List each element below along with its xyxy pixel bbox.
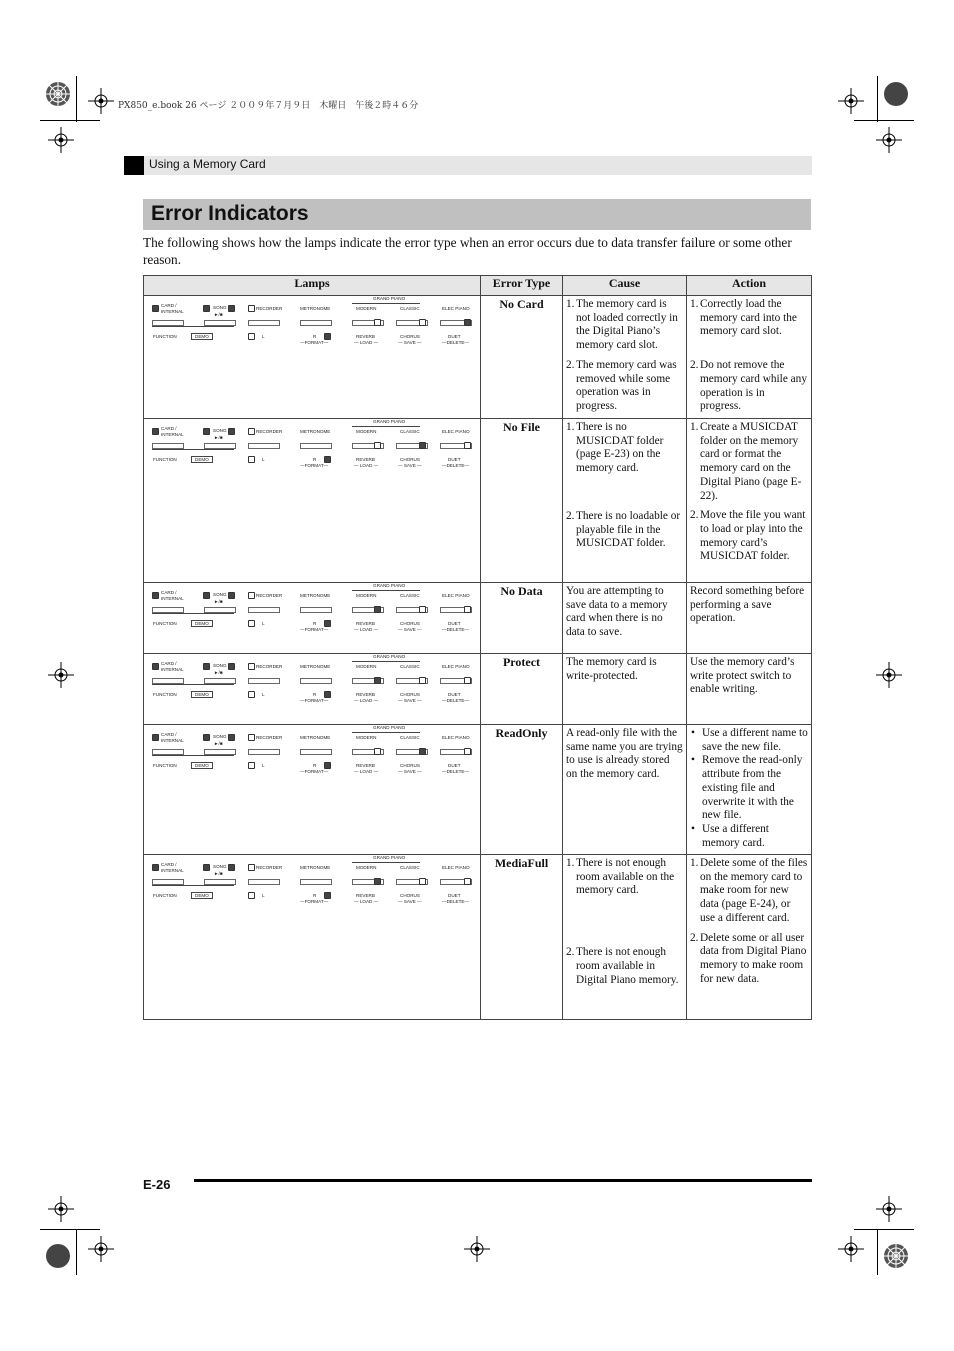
action-cell: Record something before performing a save operation. [687,583,812,654]
error-type: No Data [481,583,563,654]
delete-label: —DELETE— [442,627,470,632]
l-lamp [248,691,255,698]
print-header: PX850_e.book 26 ページ ２００９年７月９日 木曜日 午後２時４６分 [118,101,419,111]
r-lamp [324,691,331,698]
crosshair-mark [464,1236,490,1262]
cause-cell: The memory card is write-protected. [563,654,687,725]
table-row [144,654,812,725]
recorder-lamp [248,305,255,312]
panel-button [248,749,280,755]
format-label: —FORMAT— [300,769,329,774]
l-label: L [262,457,265,462]
chorus-label: CHORUS [400,763,420,768]
modern-lamp [374,442,381,449]
recorder-lamp [248,864,255,871]
panel-button [300,607,332,613]
duet-label: DUET [448,334,461,339]
recorder-label: RECORDER [256,429,283,434]
function-label: FUNCTION [153,893,177,898]
recorder-label: RECORDER [256,664,283,669]
song-lamp-a [203,734,210,741]
duet-label: DUET [448,457,461,462]
card-lamp [152,592,159,599]
r-label: R [313,621,317,626]
crop-line [877,1229,878,1275]
classic-label: CLASSIC [400,306,420,311]
chorus-label: CHORUS [400,893,420,898]
internal-label: INTERNAL [161,432,184,437]
play-stop-label: ►/■ [214,312,223,317]
song-label: SONG [213,663,227,668]
lamp-panel [144,855,480,911]
song-label: SONG [213,305,227,310]
table-row [144,296,812,419]
function-label: FUNCTION [153,334,177,339]
metronome-label: METRONOME [300,593,331,598]
error-indicator-table [143,275,812,1020]
function-label: FUNCTION [153,692,177,697]
recorder-label: RECORDER [256,306,283,311]
card-lamp [152,734,159,741]
delete-label: —DELETE— [442,769,470,774]
classic-lamp [419,442,426,449]
function-label: FUNCTION [153,763,177,768]
error-type: Protect [481,654,563,725]
save-label: — SAVE — [398,698,422,703]
function-bracket [152,885,234,886]
section-header [124,156,812,175]
table-row [144,419,812,583]
elec-piano-label: ELEC PIANO [442,735,470,740]
header-cause: Cause [563,276,687,296]
metronome-label: METRONOME [300,429,331,434]
lamp-panel [144,654,480,710]
grand-piano-label: GRAND PIANO [373,855,406,860]
card-label: CARD / [161,426,177,431]
list-item: • Use a different name to save the new file. [702,727,808,754]
elec-piano-lamp [464,878,471,885]
metronome-label: METRONOME [300,865,331,870]
song-lamp-a [203,663,210,670]
modern-lamp [374,748,381,755]
lamp-panel [144,583,480,639]
l-label: L [262,692,265,697]
duet-label: DUET [448,621,461,626]
play-stop-label: ►/■ [214,435,223,440]
panel-button [248,678,280,684]
footer-rule [194,1179,812,1182]
registration-mark-bottom-right [880,1240,912,1272]
modern-lamp [374,319,381,326]
song-lamp-b [228,305,235,312]
song-lamp-b [228,663,235,670]
duet-label: DUET [448,692,461,697]
grand-piano-bracket [352,661,420,662]
song-lamp-b [228,428,235,435]
song-lamp-b [228,864,235,871]
modern-label: MODERN [356,664,377,669]
action-cell: 1. Correctly load the memory card into the memory card slot. 2. Do not remove the memory card while any operation is in progress. [687,296,812,419]
demo-label: DEMO [191,620,213,627]
r-label: R [313,457,317,462]
play-stop-label: ►/■ [214,871,223,876]
grand-piano-label: GRAND PIANO [373,654,406,659]
load-label: — LOAD — [354,899,379,904]
elec-piano-label: ELEC PIANO [442,664,470,669]
classic-label: CLASSIC [400,735,420,740]
title-bar [143,199,811,230]
chorus-label: CHORUS [400,334,420,339]
chorus-label: CHORUS [400,457,420,462]
panel-button [300,749,332,755]
load-label: — LOAD — [354,340,379,345]
reverb-label: REVERB [356,621,375,626]
error-type: No File [481,419,563,583]
intro-text: The following shows how the lamps indicate the error type when an error occurs due to data transfer failure or some other reason. [143,235,792,267]
header-action: Action [687,276,812,296]
grand-piano-bracket [352,590,420,591]
l-label: L [262,893,265,898]
elec-piano-lamp [464,748,471,755]
l-lamp [248,892,255,899]
classic-lamp [419,606,426,613]
header-lamps: Lamps [144,276,481,296]
crosshair-mark [838,88,864,114]
classic-label: CLASSIC [400,593,420,598]
table-row [144,855,812,1020]
r-lamp [324,456,331,463]
lamp-diagram-cell [144,654,481,725]
error-type: No Card [481,296,563,419]
page-title: Error Indicators [151,202,309,225]
song-label: SONG [213,428,227,433]
grand-piano-bracket [352,732,420,733]
function-label: FUNCTION [153,621,177,626]
format-label: —FORMAT— [300,340,329,345]
song-lamp-a [203,864,210,871]
classic-label: CLASSIC [400,664,420,669]
song-lamp-b [228,734,235,741]
song-label: SONG [213,734,227,739]
elec-piano-lamp [464,606,471,613]
crop-line [854,120,914,121]
load-label: — LOAD — [354,627,379,632]
modern-label: MODERN [356,429,377,434]
registration-mark-bottom-left [42,1240,74,1272]
save-label: — SAVE — [398,627,422,632]
modern-lamp [374,677,381,684]
action-cell: 1. Delete some of the files on the memory card to make room for new data (page E-24), or use a different card. 2. Delete some or all user data from Digital Piano memory to make room for new data. [687,855,812,1020]
l-lamp [248,333,255,340]
save-label: — SAVE — [398,769,422,774]
r-label: R [313,763,317,768]
lamp-diagram-cell [144,419,481,583]
panel-button [248,443,280,449]
list-item: • Use a different memory card. [702,823,808,850]
load-label: — LOAD — [354,769,379,774]
reverb-label: REVERB [356,457,375,462]
r-lamp [324,620,331,627]
format-label: —FORMAT— [300,627,329,632]
cause-cell: You are attempting to save data to a memory card when there is no data to save. [563,583,687,654]
registration-mark-top-left [42,78,74,110]
recorder-lamp [248,592,255,599]
r-lamp [324,762,331,769]
card-lamp [152,305,159,312]
elec-piano-label: ELEC PIANO [442,306,470,311]
panel-button [248,320,280,326]
modern-label: MODERN [356,593,377,598]
table-row [144,583,812,654]
classic-lamp [419,878,426,885]
song-lamp-a [203,592,210,599]
registration-mark-top-right [880,78,912,110]
grand-piano-label: GRAND PIANO [373,725,406,730]
internal-label: INTERNAL [161,309,184,314]
classic-lamp [419,748,426,755]
crosshair-mark [876,662,902,688]
function-bracket [152,326,234,327]
format-label: —FORMAT— [300,899,329,904]
table-header-row [144,276,812,296]
error-type: MediaFull [481,855,563,1020]
save-label: — SAVE — [398,463,422,468]
duet-label: DUET [448,763,461,768]
modern-lamp [374,606,381,613]
r-label: R [313,692,317,697]
reverb-label: REVERB [356,692,375,697]
r-label: R [313,893,317,898]
elec-piano-label: ELEC PIANO [442,429,470,434]
header-error-type: Error Type [481,276,563,296]
modern-lamp [374,878,381,885]
demo-label: DEMO [191,762,213,769]
crop-line [877,76,878,122]
recorder-lamp [248,428,255,435]
cause-cell: 1. The memory card is not loaded correctly in the Digital Piano’s memory card slot. 2. The memory card was removed while some operation was in progress. [563,296,687,419]
duet-label: DUET [448,893,461,898]
l-label: L [262,334,265,339]
page-number: E-26 [143,1177,171,1192]
save-label: — SAVE — [398,340,422,345]
save-label: — SAVE — [398,899,422,904]
l-label: L [262,621,265,626]
song-lamp-b [228,592,235,599]
function-bracket [152,613,234,614]
play-stop-label: ►/■ [214,670,223,675]
lamp-diagram-cell [144,855,481,1020]
classic-label: CLASSIC [400,865,420,870]
delete-label: —DELETE— [442,340,470,345]
action-cell: Use the memory card’s write protect switch to enable writing. [687,654,812,725]
crosshair-mark [48,1196,74,1222]
r-lamp [324,892,331,899]
internal-label: INTERNAL [161,667,184,672]
panel-button [300,879,332,885]
metronome-label: METRONOME [300,735,331,740]
delete-label: —DELETE— [442,463,470,468]
grand-piano-label: GRAND PIANO [373,419,406,424]
delete-label: —DELETE— [442,899,470,904]
crosshair-mark [48,127,74,153]
crop-line [40,1229,100,1230]
panel-button [300,320,332,326]
reverb-label: REVERB [356,334,375,339]
play-stop-label: ►/■ [214,741,223,746]
crosshair-mark [88,1236,114,1262]
recorder-label: RECORDER [256,735,283,740]
classic-label: CLASSIC [400,429,420,434]
format-label: —FORMAT— [300,698,329,703]
function-label: FUNCTION [153,457,177,462]
crop-line [854,1229,914,1230]
function-bracket [152,684,234,685]
crop-line [76,1229,77,1275]
recorder-lamp [248,663,255,670]
grand-piano-bracket [352,303,420,304]
song-lamp-a [203,305,210,312]
panel-button [248,879,280,885]
card-lamp [152,864,159,871]
grand-piano-label: GRAND PIANO [373,583,406,588]
lamp-panel [144,296,480,352]
metronome-label: METRONOME [300,664,331,669]
grand-piano-label: GRAND PIANO [373,296,406,301]
r-lamp [324,333,331,340]
chorus-label: CHORUS [400,692,420,697]
recorder-lamp [248,734,255,741]
classic-lamp [419,677,426,684]
r-label: R [313,334,317,339]
metronome-label: METRONOME [300,306,331,311]
grand-piano-bracket [352,862,420,863]
recorder-label: RECORDER [256,865,283,870]
reverb-label: REVERB [356,763,375,768]
demo-label: DEMO [191,333,213,340]
cause-cell: 1. There is not enough room available on the memory card. 2. There is not enough room available in Digital Piano memory. [563,855,687,1020]
play-stop-label: ►/■ [214,599,223,604]
recorder-label: RECORDER [256,593,283,598]
elec-piano-lamp [464,442,471,449]
cause-cell: 1. There is no MUSICDAT folder (page E-23) on the memory card. 2. There is no loadable or playable file in the MUSICDAT folder. [563,419,687,583]
modern-label: MODERN [356,865,377,870]
crop-line [76,76,77,122]
card-lamp [152,428,159,435]
error-type: ReadOnly [481,725,563,855]
crosshair-mark [838,1236,864,1262]
chorus-label: CHORUS [400,621,420,626]
crosshair-mark [48,662,74,688]
lamp-diagram-cell [144,583,481,654]
action-cell [687,725,812,855]
section-title: Using a Memory Card [149,157,266,171]
cause-cell: A read-only file with the same name you are trying to use is already stored on the memory card. [563,725,687,855]
list-item: • Remove the read-only attribute from the existing file and overwrite it with the new file. [702,754,808,823]
crosshair-mark [88,88,114,114]
panel-button [300,443,332,449]
function-bracket [152,449,234,450]
l-lamp [248,620,255,627]
lamp-panel [144,419,480,475]
load-label: — LOAD — [354,698,379,703]
internal-label: INTERNAL [161,596,184,601]
lamp-diagram-cell [144,725,481,855]
delete-label: —DELETE— [442,698,470,703]
card-label: CARD / [161,303,177,308]
card-lamp [152,663,159,670]
card-label: CARD / [161,862,177,867]
l-lamp [248,456,255,463]
elec-piano-label: ELEC PIANO [442,865,470,870]
action-cell: 1. Create a MUSICDAT folder on the memory card or format the memory card on the Digital Piano (page E-22). 2. Move the file you want to load or play into the memory card’s MUSICDAT folder. [687,419,812,583]
modern-label: MODERN [356,735,377,740]
demo-label: DEMO [191,691,213,698]
function-bracket [152,755,234,756]
demo-label: DEMO [191,892,213,899]
crop-line [40,120,100,121]
card-label: CARD / [161,661,177,666]
l-label: L [262,763,265,768]
lamp-diagram-cell [144,296,481,419]
l-lamp [248,762,255,769]
grand-piano-bracket [352,426,420,427]
elec-piano-lamp [464,677,471,684]
internal-label: INTERNAL [161,868,184,873]
panel-button [248,607,280,613]
card-label: CARD / [161,732,177,737]
classic-lamp [419,319,426,326]
table-row [144,725,812,855]
song-label: SONG [213,864,227,869]
section-marker [124,156,144,175]
demo-label: DEMO [191,456,213,463]
panel-button [300,678,332,684]
load-label: — LOAD — [354,463,379,468]
lamp-panel [144,725,480,781]
format-label: —FORMAT— [300,463,329,468]
crosshair-mark [876,127,902,153]
reverb-label: REVERB [356,893,375,898]
song-lamp-a [203,428,210,435]
card-label: CARD / [161,590,177,595]
elec-piano-lamp [464,319,471,326]
internal-label: INTERNAL [161,738,184,743]
crosshair-mark [876,1196,902,1222]
song-label: SONG [213,592,227,597]
modern-label: MODERN [356,306,377,311]
elec-piano-label: ELEC PIANO [442,593,470,598]
